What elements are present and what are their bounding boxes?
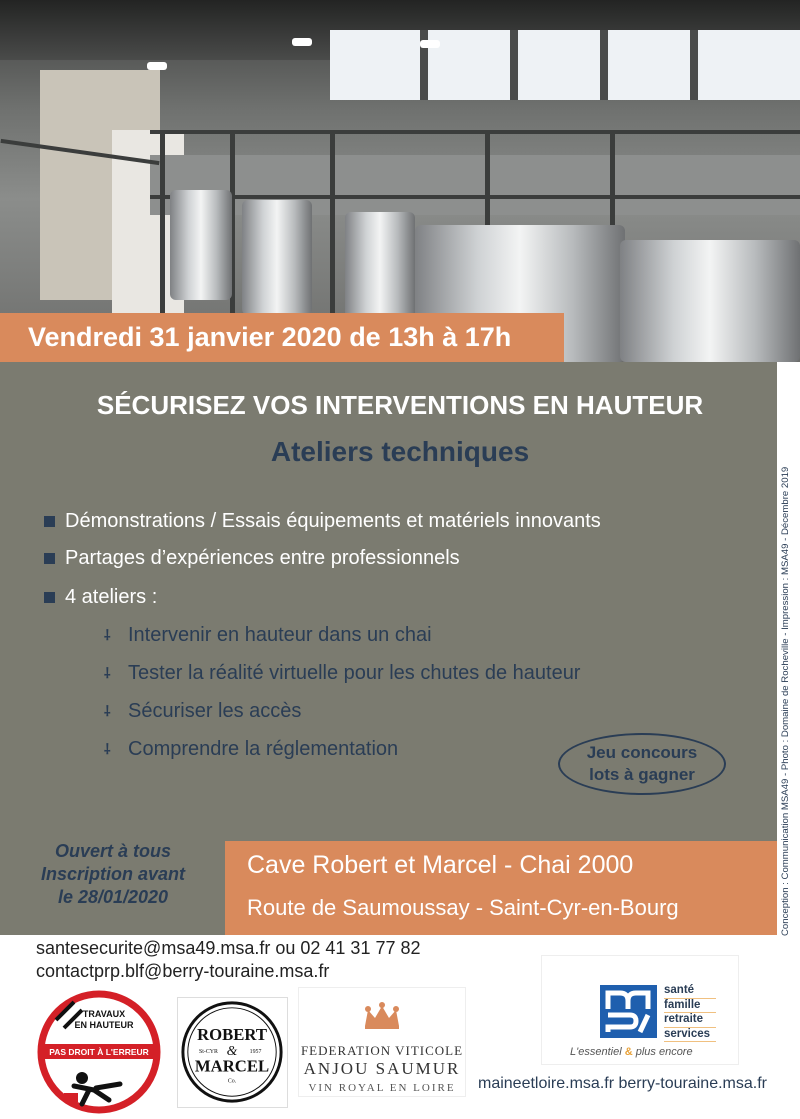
arrow-bullet-icon: ⸸ — [104, 665, 110, 681]
atelier-text: Sécuriser les accès — [128, 700, 302, 722]
msa-tag-before: L'essentiel — [570, 1046, 622, 1058]
bullet-text: Démonstrations / Essais équipements et matériels innovants — [65, 510, 601, 532]
rm-amp: & — [226, 1042, 238, 1058]
crown-icon — [362, 1002, 402, 1030]
atelier-text: Tester la réalité virtuelle pour les chutes de hauteur — [128, 662, 581, 684]
photo-lamp — [420, 40, 440, 48]
photo-post — [160, 130, 165, 320]
arrow-bullet-icon: ⸸ — [104, 741, 110, 757]
photo-wine-tank — [242, 200, 312, 315]
msa-tag-amp: & — [624, 1046, 633, 1058]
registration-line: le 28/01/2020 — [57, 887, 169, 907]
vertical-credit — [780, 408, 794, 936]
page-title: SÉCURISEZ VOS INTERVENTIONS EN HAUTEUR — [96, 390, 704, 420]
photo-post — [485, 130, 490, 230]
msa-logo — [541, 955, 739, 1065]
msa-word: retraite — [664, 1013, 716, 1028]
contact-line[interactable]: santesecurite@msa49.msa.fr ou 02 41 31 77 82 — [36, 938, 421, 958]
registration-info — [22, 840, 204, 909]
msa-tag-after: plus encore — [635, 1046, 693, 1058]
photo-window-frame — [690, 30, 698, 100]
photo-wine-tank — [345, 212, 415, 322]
photo-window-frame — [600, 30, 608, 100]
photo-lamp — [292, 38, 312, 46]
atelier-item — [104, 624, 432, 647]
atelier-text: Comprendre la réglementation — [128, 738, 399, 760]
photo-windows — [330, 30, 800, 100]
contest-line: Jeu concours — [586, 743, 698, 762]
msa-word: services — [664, 1028, 716, 1043]
federation-line3: VIN ROYAL EN LOIRE — [308, 1082, 456, 1094]
federation-viticole-logo — [298, 987, 466, 1097]
travaux-en-hauteur-logo — [34, 990, 164, 1115]
bullet-item — [44, 586, 157, 609]
rm-right: 1957 — [249, 1048, 262, 1055]
travaux-banner: PAS DROIT À L'ERREUR — [49, 1047, 149, 1057]
date-banner: Vendredi 31 janvier 2020 de 13h à 17h — [0, 313, 564, 362]
atelier-item — [104, 662, 580, 685]
msa-words — [664, 984, 716, 1042]
photo-wine-tank — [620, 240, 800, 362]
rm-line1: ROBERT — [197, 1025, 267, 1045]
square-bullet-icon — [44, 553, 55, 564]
venue-address: Route de Saumoussay - Saint-Cyr-en-Bourg — [247, 895, 679, 920]
photo-railing — [150, 130, 800, 134]
bullet-text: 4 ateliers : — [65, 586, 158, 608]
photo-post — [330, 130, 335, 320]
federation-line2: ANJOU SAUMUR — [303, 1059, 461, 1078]
federation-line1: FEDERATION VITICOLE — [300, 1043, 464, 1058]
photo-window-frame — [510, 30, 518, 100]
contest-badge — [558, 733, 726, 795]
registration-line: Ouvert à tous — [54, 841, 172, 861]
venue-name: Cave Robert et Marcel - Chai 2000 — [247, 851, 634, 879]
msa-word: famille — [664, 999, 716, 1014]
atelier-text: Intervenir en hauteur dans un chai — [128, 624, 432, 646]
credit-text: Conception : Communication MSA49 - Photo : Domaine de Rocheville - Impression : MSA49 - Décembre 2019 — [780, 466, 791, 936]
rm-left: St-CYR — [198, 1048, 218, 1055]
registration-line: Inscription avant — [40, 864, 186, 884]
arrow-bullet-icon: ⸸ — [104, 627, 110, 643]
worker-figure-icon — [76, 1072, 88, 1084]
msa-word: santé — [664, 984, 716, 999]
page-subtitle: Ateliers techniques — [270, 436, 530, 467]
websites[interactable]: maineetloire.msa.fr berry-touraine.msa.fr — [478, 1075, 767, 1092]
travaux-line1: TRAVAUX — [82, 1009, 126, 1019]
atelier-item — [104, 700, 301, 723]
msa-tagline — [570, 1046, 693, 1058]
bullet-item — [44, 547, 460, 570]
photo-railing — [150, 195, 800, 199]
contest-line: lots à gagner — [589, 765, 695, 784]
photo-lamp — [147, 62, 167, 70]
msa-mark-icon — [600, 985, 657, 1038]
square-bullet-icon — [44, 516, 55, 527]
photo-wine-tank — [170, 190, 232, 300]
square-bullet-icon — [44, 592, 55, 603]
bullet-text: Partages d’expériences entre professionnels — [65, 547, 460, 569]
atelier-item — [104, 738, 398, 761]
photo-post — [610, 130, 615, 230]
robert-marcel-logo — [177, 997, 288, 1108]
bullet-item — [44, 510, 601, 533]
travaux-line2: EN HAUTEUR — [74, 1020, 134, 1030]
rm-line2: MARCEL — [194, 1056, 270, 1076]
arrow-bullet-icon: ⸸ — [104, 703, 110, 719]
contact-line[interactable]: contactprp.blf@berry-touraine.msa.fr — [36, 961, 330, 981]
header-photo — [0, 0, 800, 362]
rm-co: Co. — [227, 1078, 237, 1085]
